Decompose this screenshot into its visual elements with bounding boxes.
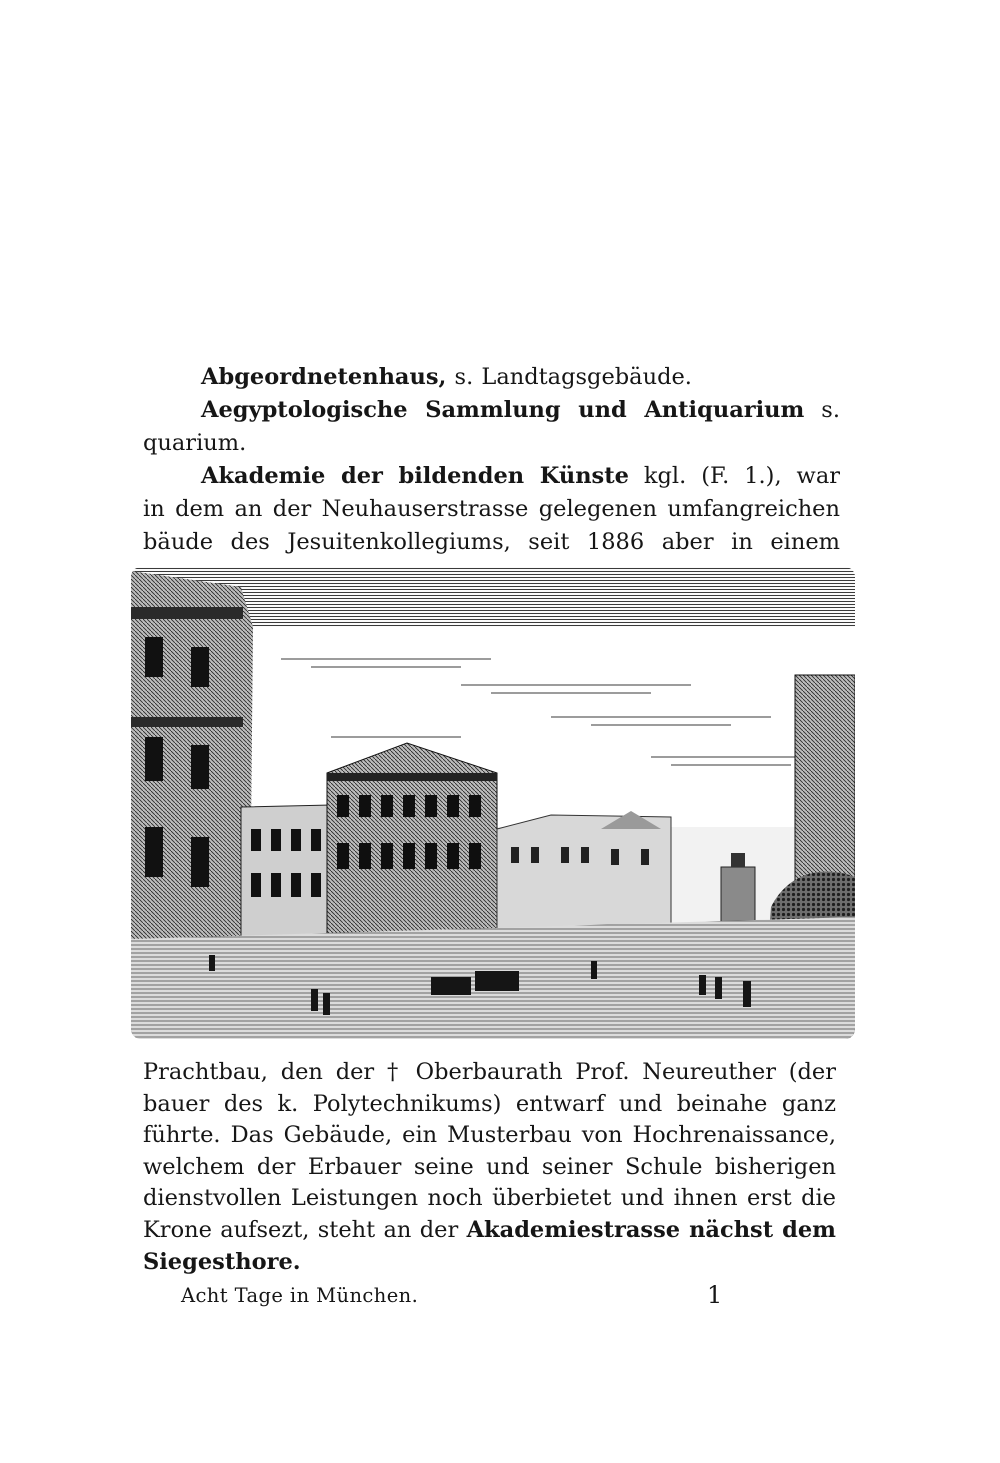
running-footer-title: Acht Tage in München. xyxy=(181,1284,419,1307)
landmark-name-bold: Siegesthore. xyxy=(143,1248,301,1275)
paragraph-line: dienstvollen Leistungen noch überbietet und ihnen erst die xyxy=(143,1185,836,1212)
paragraph-line: führte. Das Gebäude, ein Musterbau von Hochrenaissance, xyxy=(143,1122,836,1149)
paragraph-line-mixed xyxy=(143,1215,836,1247)
continuation-paragraph xyxy=(143,1057,836,1278)
engraving-illustration xyxy=(131,567,855,1039)
entry-text: s. xyxy=(821,397,840,423)
street-name-bold: Akademiestrasse nächst dem xyxy=(466,1216,836,1243)
paragraph-text: Krone aufsezt, steht an der xyxy=(143,1216,459,1243)
headword: Abgeordnetenhaus, xyxy=(201,364,447,390)
engraving-drawing xyxy=(131,567,855,1039)
paragraph-last-line xyxy=(143,1247,836,1279)
entry-text: quarium. xyxy=(143,430,247,456)
entry-akademie-line2: in dem an der Neuhauserstrasse gelegenen umfangreichen xyxy=(143,496,840,522)
paragraph-line: welchem der Erbauer seine und seiner Schule bisherigen xyxy=(143,1153,836,1180)
page-number: 1 xyxy=(707,1281,723,1309)
headword: Aegyptologische Sammlung und Antiquarium xyxy=(201,397,805,423)
paragraph-line: Prachtbau, den der † Oberbaurath Prof. Neureuther (der xyxy=(143,1059,836,1085)
entry-abgeordnetenhaus xyxy=(143,361,840,394)
entries-block xyxy=(143,361,840,559)
entry-akademie-line1 xyxy=(143,460,840,493)
paragraph-line: bauer des k. Polytechnikums) entwarf und beinahe ganz xyxy=(143,1090,836,1117)
entry-aegyptologische-line2 xyxy=(143,427,840,460)
headword: Akademie der bildenden Künste xyxy=(201,463,629,489)
entry-text: kgl. (F. 1.), war xyxy=(643,463,840,489)
entry-akademie-line3: bäude des Jesuitenkollegiums, seit 1886 aber in einem xyxy=(143,529,840,555)
entry-text: s. Landtagsgebäude. xyxy=(454,364,692,390)
entry-aegyptologische-line1 xyxy=(143,394,840,427)
